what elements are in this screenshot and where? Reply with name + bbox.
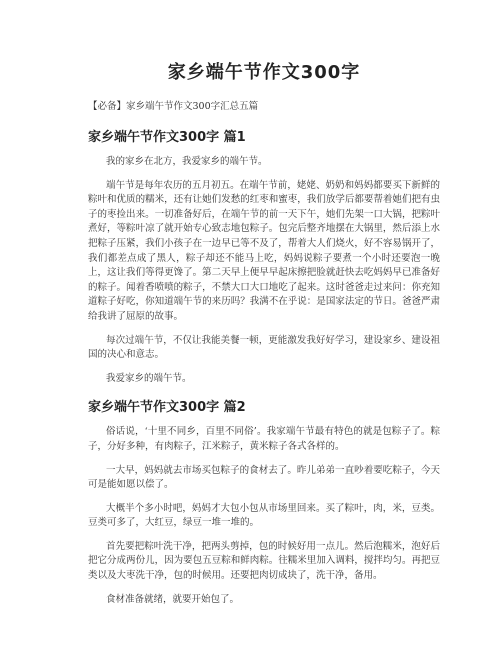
section-heading: 家乡端午节作文300字 篇1 <box>88 130 246 145</box>
essay-section-1 <box>88 126 440 386</box>
document-title: 家乡端午节作文300字 <box>167 62 361 83</box>
paragraph: 端午节是每年农历的五月初五。在端午节前，姥姥、奶奶和妈妈都要买下新鲜的粽叶和优质的糯米，还有让她们发愁的红枣和蜜枣，我们放学后都要帮着她们把有虫子的枣捡出来。一切准备好后，在端午节的前一天下午，她们先架一口大锅，把粽叶煮好，等粽叶凉了就开始专心致志地包粽子。包完后整齐地摆在大锅里，然后添上水把粽子压紧，我们小孩子在一边早已等不及了，帮着大人们烧火，好不容易锅开了，我们都差点成了黑人，粽子却还不能马上吃，妈妈说粽子要煮一个小时还要泡一晚上，这让我们等得更馋了。第二天早上便早早起床擦把脸就赶快去吃妈妈早已准备好的粽子。闻着香喷喷的粽子，不禁大口大口地吃了起来。这时爸爸走过来问：你充知道粽子好吃，你知道端午节的来历吗？我满不在乎说：是国家法定的节日。爸爸严肃给我讲了屈原的故事。 <box>88 179 440 322</box>
paragraph: 食材准备就绪，就要开始包了。 <box>106 593 240 605</box>
paragraph: 俗话说，‘十里不同乡，百里不同俗’。我家端午节最有特色的就是包粽子了。粽子，分好多种，有肉粽子，江米粽子，黄米粽子各式各样的。 <box>88 426 440 452</box>
essay-section-2 <box>88 396 440 607</box>
paragraph: 每次过端午节，不仅让我能美餐一顿，更能激发我好好学习，建设家乡、建设祖国的决心和意志。 <box>88 334 440 361</box>
paragraph: 我爱家乡的端午节。 <box>106 372 192 384</box>
section-heading: 家乡端午节作文300字 篇2 <box>88 400 246 416</box>
document-subtitle: 【必备】家乡端午节作文300字汇总五篇 <box>88 101 259 112</box>
paragraph: 首先要把粽叶洗干净，把两头剪掉，包的时候好用一点儿。然后泡糯米，泡好后把它分成两份儿，因为要包五豆粽和鲜肉粽。往糯米里加入调料，搅拌均匀。再把豆类以及大枣洗干净，包的时候用。还要把肉切成块了，洗干净，备用。 <box>88 540 440 582</box>
paragraph: 我的家乡在北方，我爱家乡的端午节。 <box>106 156 268 167</box>
paragraph: 一大早，妈妈就去市场买包粽子的食材去了。昨儿弟弟一直吵着要吃粽子，今天可是能如愿以偿了。 <box>88 464 440 491</box>
paragraph: 大概半个多小时吧，妈妈才大包小包从市场里回来。买了粽叶，肉，米，豆类。豆类可多了，大红豆，绿豆一堆一堆的。 <box>88 502 440 529</box>
